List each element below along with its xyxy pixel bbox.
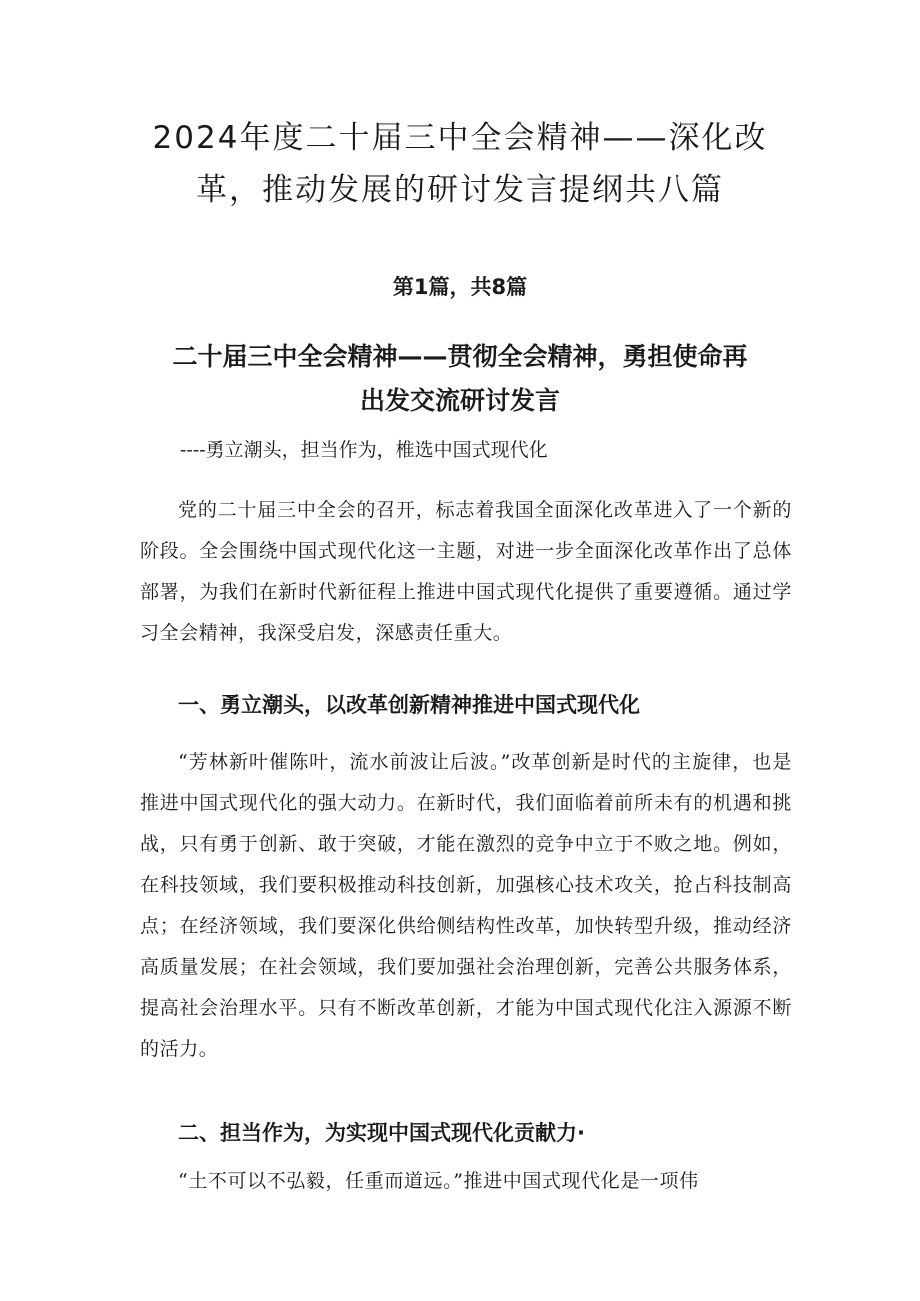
article-subtitle: ----勇立潮头，担当作为，椎选中国式现代化 [180,439,548,461]
section-heading: 二、担当作为，为实现中国式现代化贡献力· [178,1121,585,1145]
paragraph: 党的二十届三中全会的召开，标志着我国全面深化改革进入了一个新的阶段。全会围绕中国式现代化这一主题，对进一步全面深化改革作出了总体部署，为我们在新时代新征程上推进中国式现代化提供了重要遵循。通过学习全会精神，我深受启发，深感责任重大。 [140,499,792,644]
article-title: 二十届三中全会精神——贯彻全会精神，勇担使命再出发交流研讨发言 [172,342,748,415]
part-label: 第1篇，共8篇 [392,275,528,299]
paragraph: “芳林新叶催陈叶，流水前波让后波。”改革创新是时代的主旋律，也是推进中国式现代化的强大动力。在新时代，我们面临着前所未有的机遇和挑战，只有勇于创新、敢于突破，才能在激烈的竞争中立于不败之地。例如，在科技领域，我们要积极推动科技创新，加强核心技术攻关，抢占科技制高点；在经济领域，我们要深化供给侧结构性改革，加快转型升级，推动经济高质量发展；在社会领域，我们要加强社会治理创新，完善公共服务体系，提高社会治理水平。只有不断改革创新，才能为中国式现代化注入源源不断的活力。 [140,751,792,1060]
section-heading: 一、勇立潮头，以改革创新精神推进中国式现代化 [178,693,640,717]
document-title: 2024年度二十届三中全会精神——深化改革，推动发展的研讨发言提纲共八篇 [152,120,768,208]
paragraph: “土不可以不弘毅，任重而道远。”推进中国式现代化是一项伟 [178,1170,699,1192]
